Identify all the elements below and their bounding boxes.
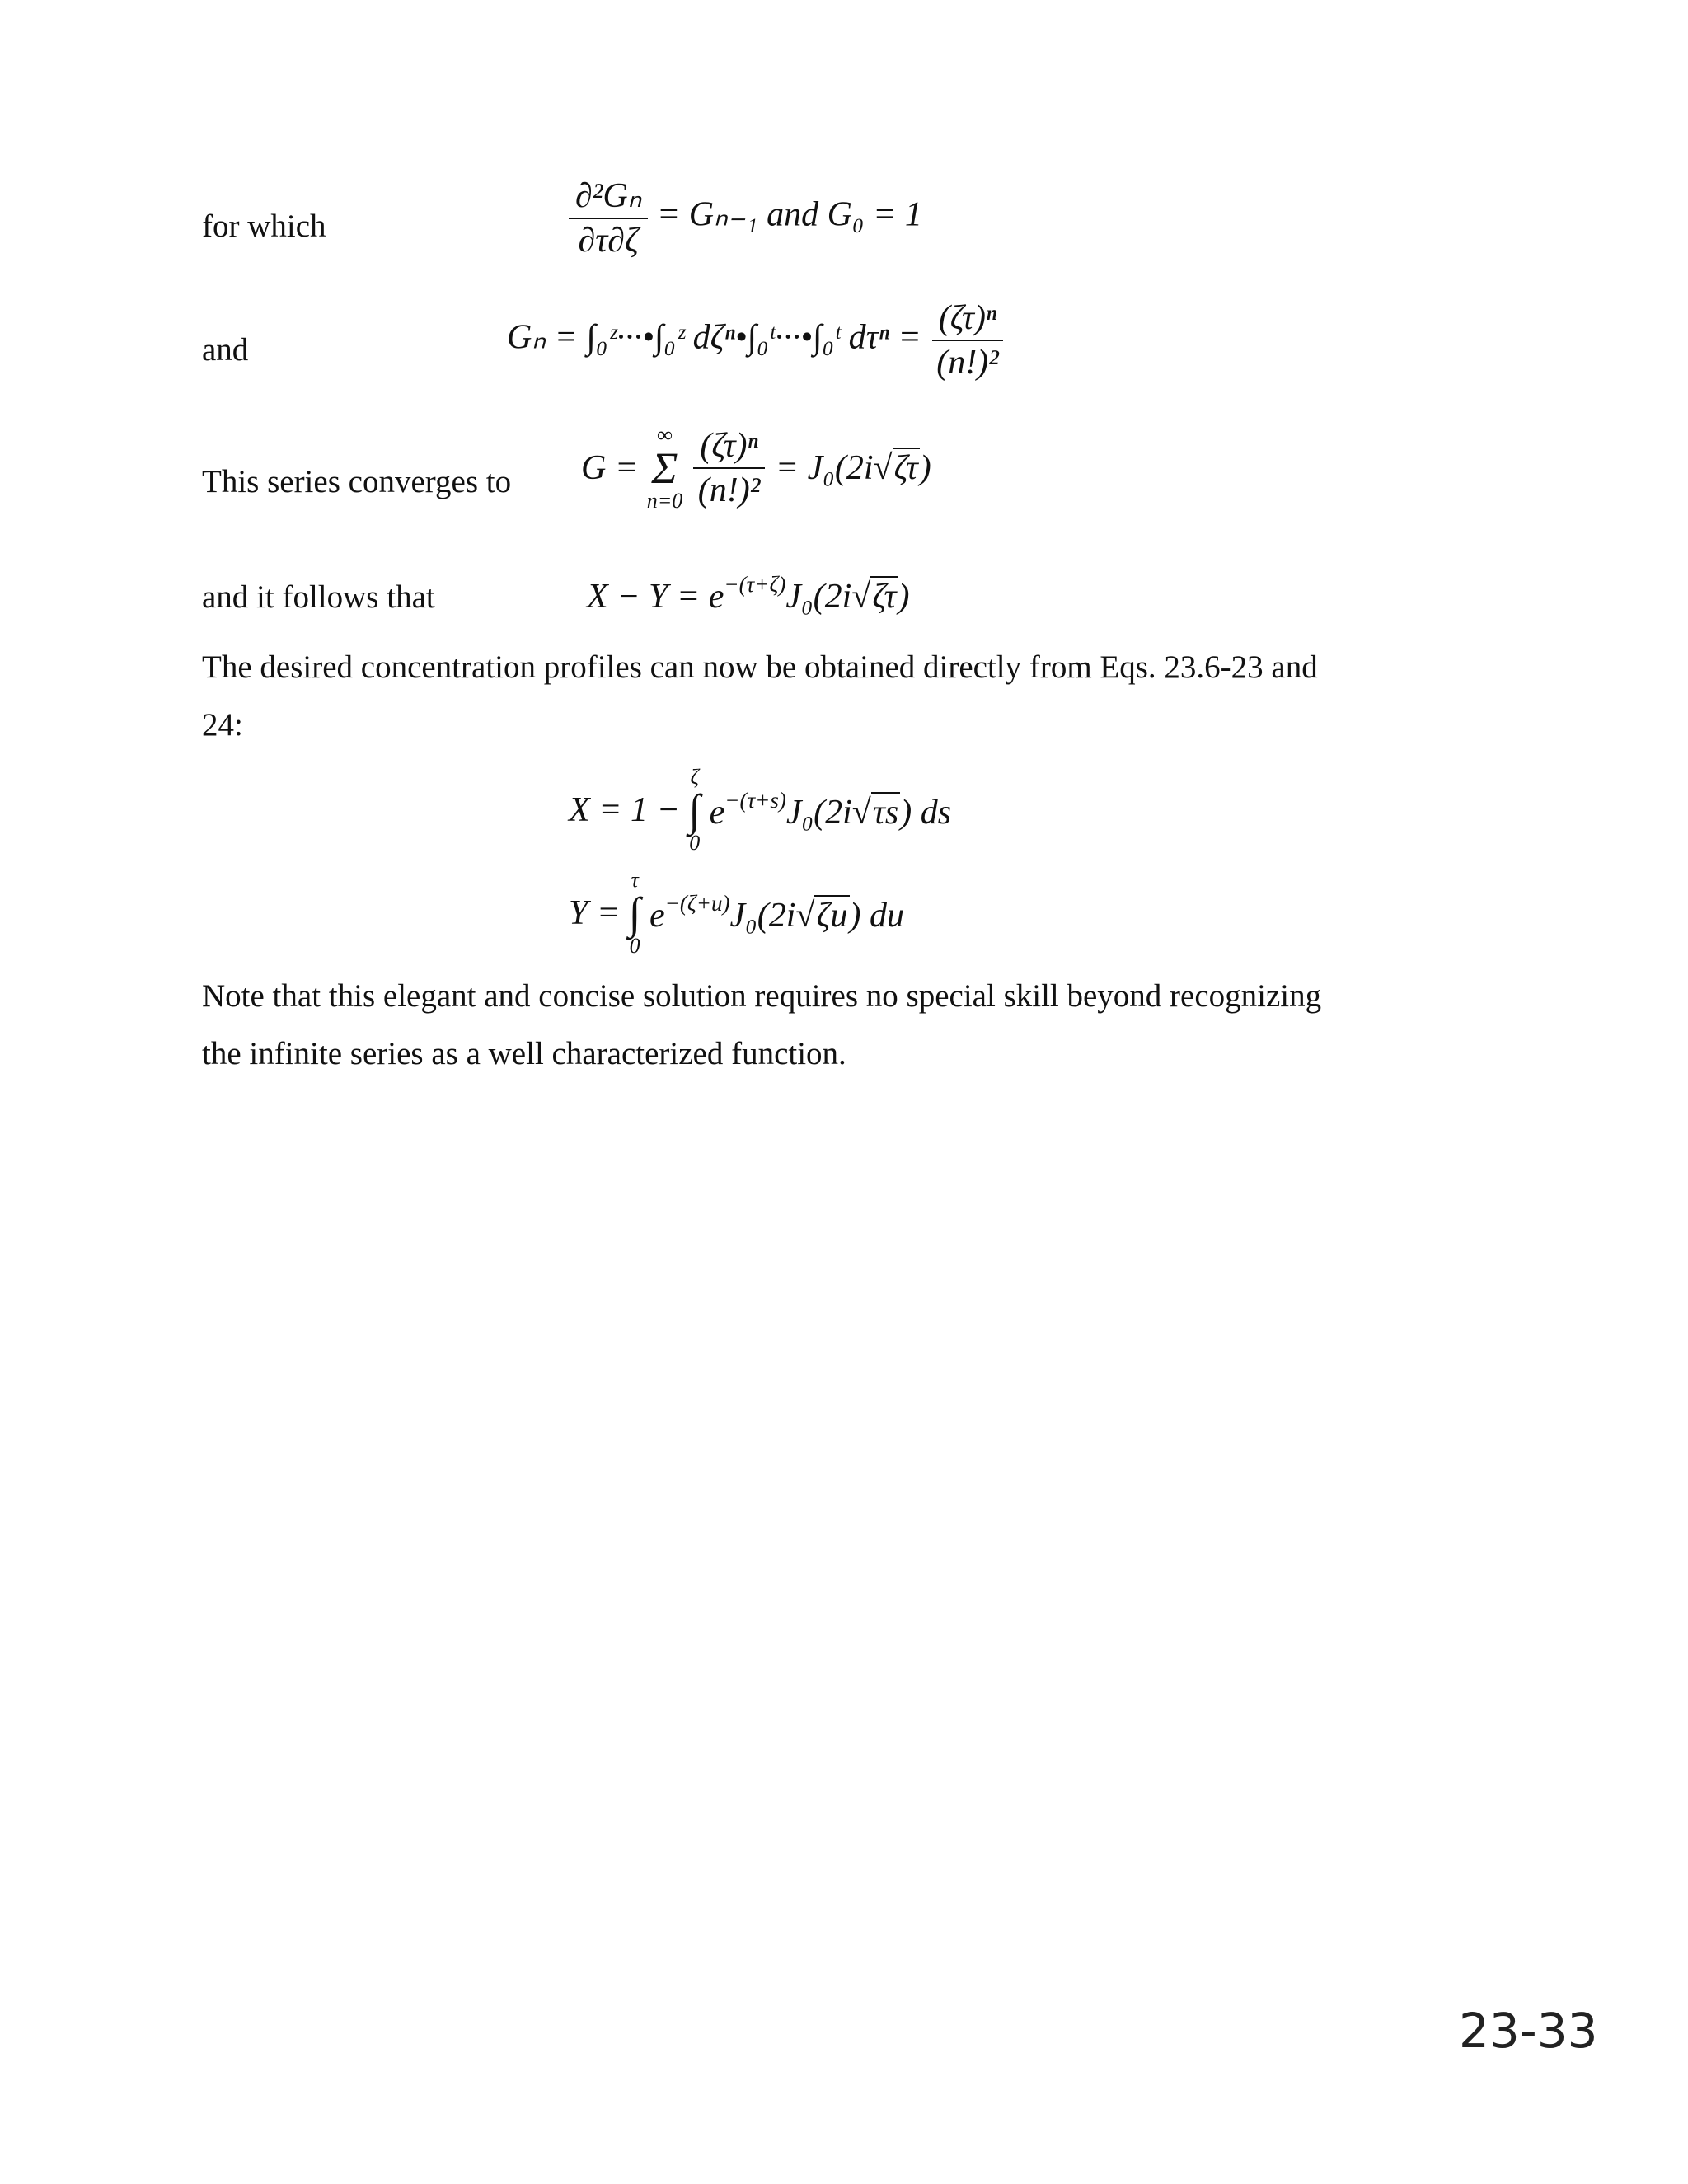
integral-symbol-2	[629, 869, 641, 957]
equation-5: X = 1 − ζ ∫ 0 $e^{-(\tau+s)}J_0(2i√\tau s)$ ds	[569, 765, 952, 855]
eq4-rhs-b: )	[898, 577, 910, 616]
eq3-numerator: (ζτ)ⁿ	[693, 426, 764, 469]
label-it-follows: and it follows that	[202, 579, 435, 615]
eq3-lhs: G =	[581, 449, 639, 487]
eq1-numerator: ∂²Gₙ	[569, 175, 648, 219]
label-for-which: for which	[202, 209, 326, 244]
eq6-body: e	[649, 896, 665, 935]
equation-3: G = ∞ Σ n=0 $\frac{\text{(ζτ)ⁿ}}{\text{(n!)²}}$ = J₀(2i√ζτ)	[581, 423, 931, 513]
eq5-root: τs	[872, 793, 899, 832]
summation-symbol	[647, 424, 683, 512]
eq5-lhs: X = 1 −	[569, 791, 680, 829]
eq5-rhs-a: J₀(2i	[785, 793, 852, 832]
eq1-fraction	[569, 175, 648, 260]
paragraph-1-line-2: 24:	[202, 707, 243, 743]
page-number: 23-33	[1459, 2003, 1598, 2059]
eq2-fraction	[930, 298, 1006, 382]
sum-lower-limit: n=0	[646, 489, 683, 513]
eq6-lower-limit: 0	[629, 934, 640, 958]
eq5-lower-limit: 0	[689, 831, 701, 855]
eq5-body: e	[709, 793, 725, 832]
eq3-root: ζτ	[893, 449, 918, 487]
eq2-numerator: (ζτ)ⁿ	[932, 298, 1003, 341]
eq1-denominator: ∂τ∂ζ	[578, 222, 639, 260]
eq5-exponent: −(τ+s)	[724, 788, 786, 813]
eq6-exponent: −(ζ+u)	[664, 891, 730, 916]
equation-1	[569, 175, 922, 260]
eq3-fraction	[692, 426, 767, 510]
eq6-rhs-b: ) du	[849, 896, 904, 935]
eq3-rhs-a: = J₀(2i	[775, 449, 874, 487]
eq2-lhs: Gₙ =	[507, 318, 578, 357]
integral-icon: ∫	[628, 888, 641, 938]
eq6-lhs: Y =	[569, 894, 621, 932]
eq4-exponent: −(τ+ζ)	[724, 572, 786, 597]
sigma-icon: Σ	[651, 443, 678, 493]
eq4-lhs: X − Y = e	[587, 577, 724, 616]
equation-4: $X - Y = e^{-(\tau+\zeta)}J_0(2i√\zeta\tau)$	[587, 572, 910, 616]
eq5-rhs-b: ) ds	[900, 793, 952, 832]
paragraph-2-line-2: the infinite series as a well characterized function.	[202, 1036, 846, 1071]
label-series-converges: This series converges to	[202, 464, 512, 499]
eq6-rhs-a: J₀(2i	[729, 896, 796, 935]
eq4-root: ζτ	[872, 577, 897, 616]
equation-2	[507, 298, 1006, 382]
eq6-root: ζu	[816, 896, 848, 935]
label-and: and	[202, 332, 249, 368]
eq4-rhs-a: J₀(2i	[785, 577, 852, 616]
integral-icon: ∫	[688, 785, 701, 835]
eq3-denominator: (n!)²	[697, 471, 761, 509]
eq1-rest: = Gₙ₋₁ and G₀ = 1	[656, 195, 922, 234]
paragraph-2-line-1: Note that this elegant and concise solution requires no special skill beyond recognizing	[202, 978, 1322, 1014]
eq3-rhs-b: )	[919, 449, 931, 487]
eq2-denominator: (n!)²	[936, 344, 999, 382]
paragraph-1-line-1: The desired concentration profiles can now be obtained directly from Eqs. 23.6-23 and	[202, 649, 1318, 685]
equation-6: Y = τ ∫ 0 $e^{-(\zeta+u)}J_0(2i√\zeta u)$ du	[569, 868, 904, 958]
eq6-upper-limit: τ	[631, 868, 639, 892]
integral-symbol	[688, 766, 701, 854]
eq2-integrals: ∫₀ᶻ···•∫₀ᶻ dζⁿ•∫₀ᵗ···•∫₀ᵗ dτⁿ =	[586, 318, 921, 357]
eq5-upper-limit: ζ	[690, 765, 699, 789]
sum-upper-limit: ∞	[657, 423, 673, 447]
